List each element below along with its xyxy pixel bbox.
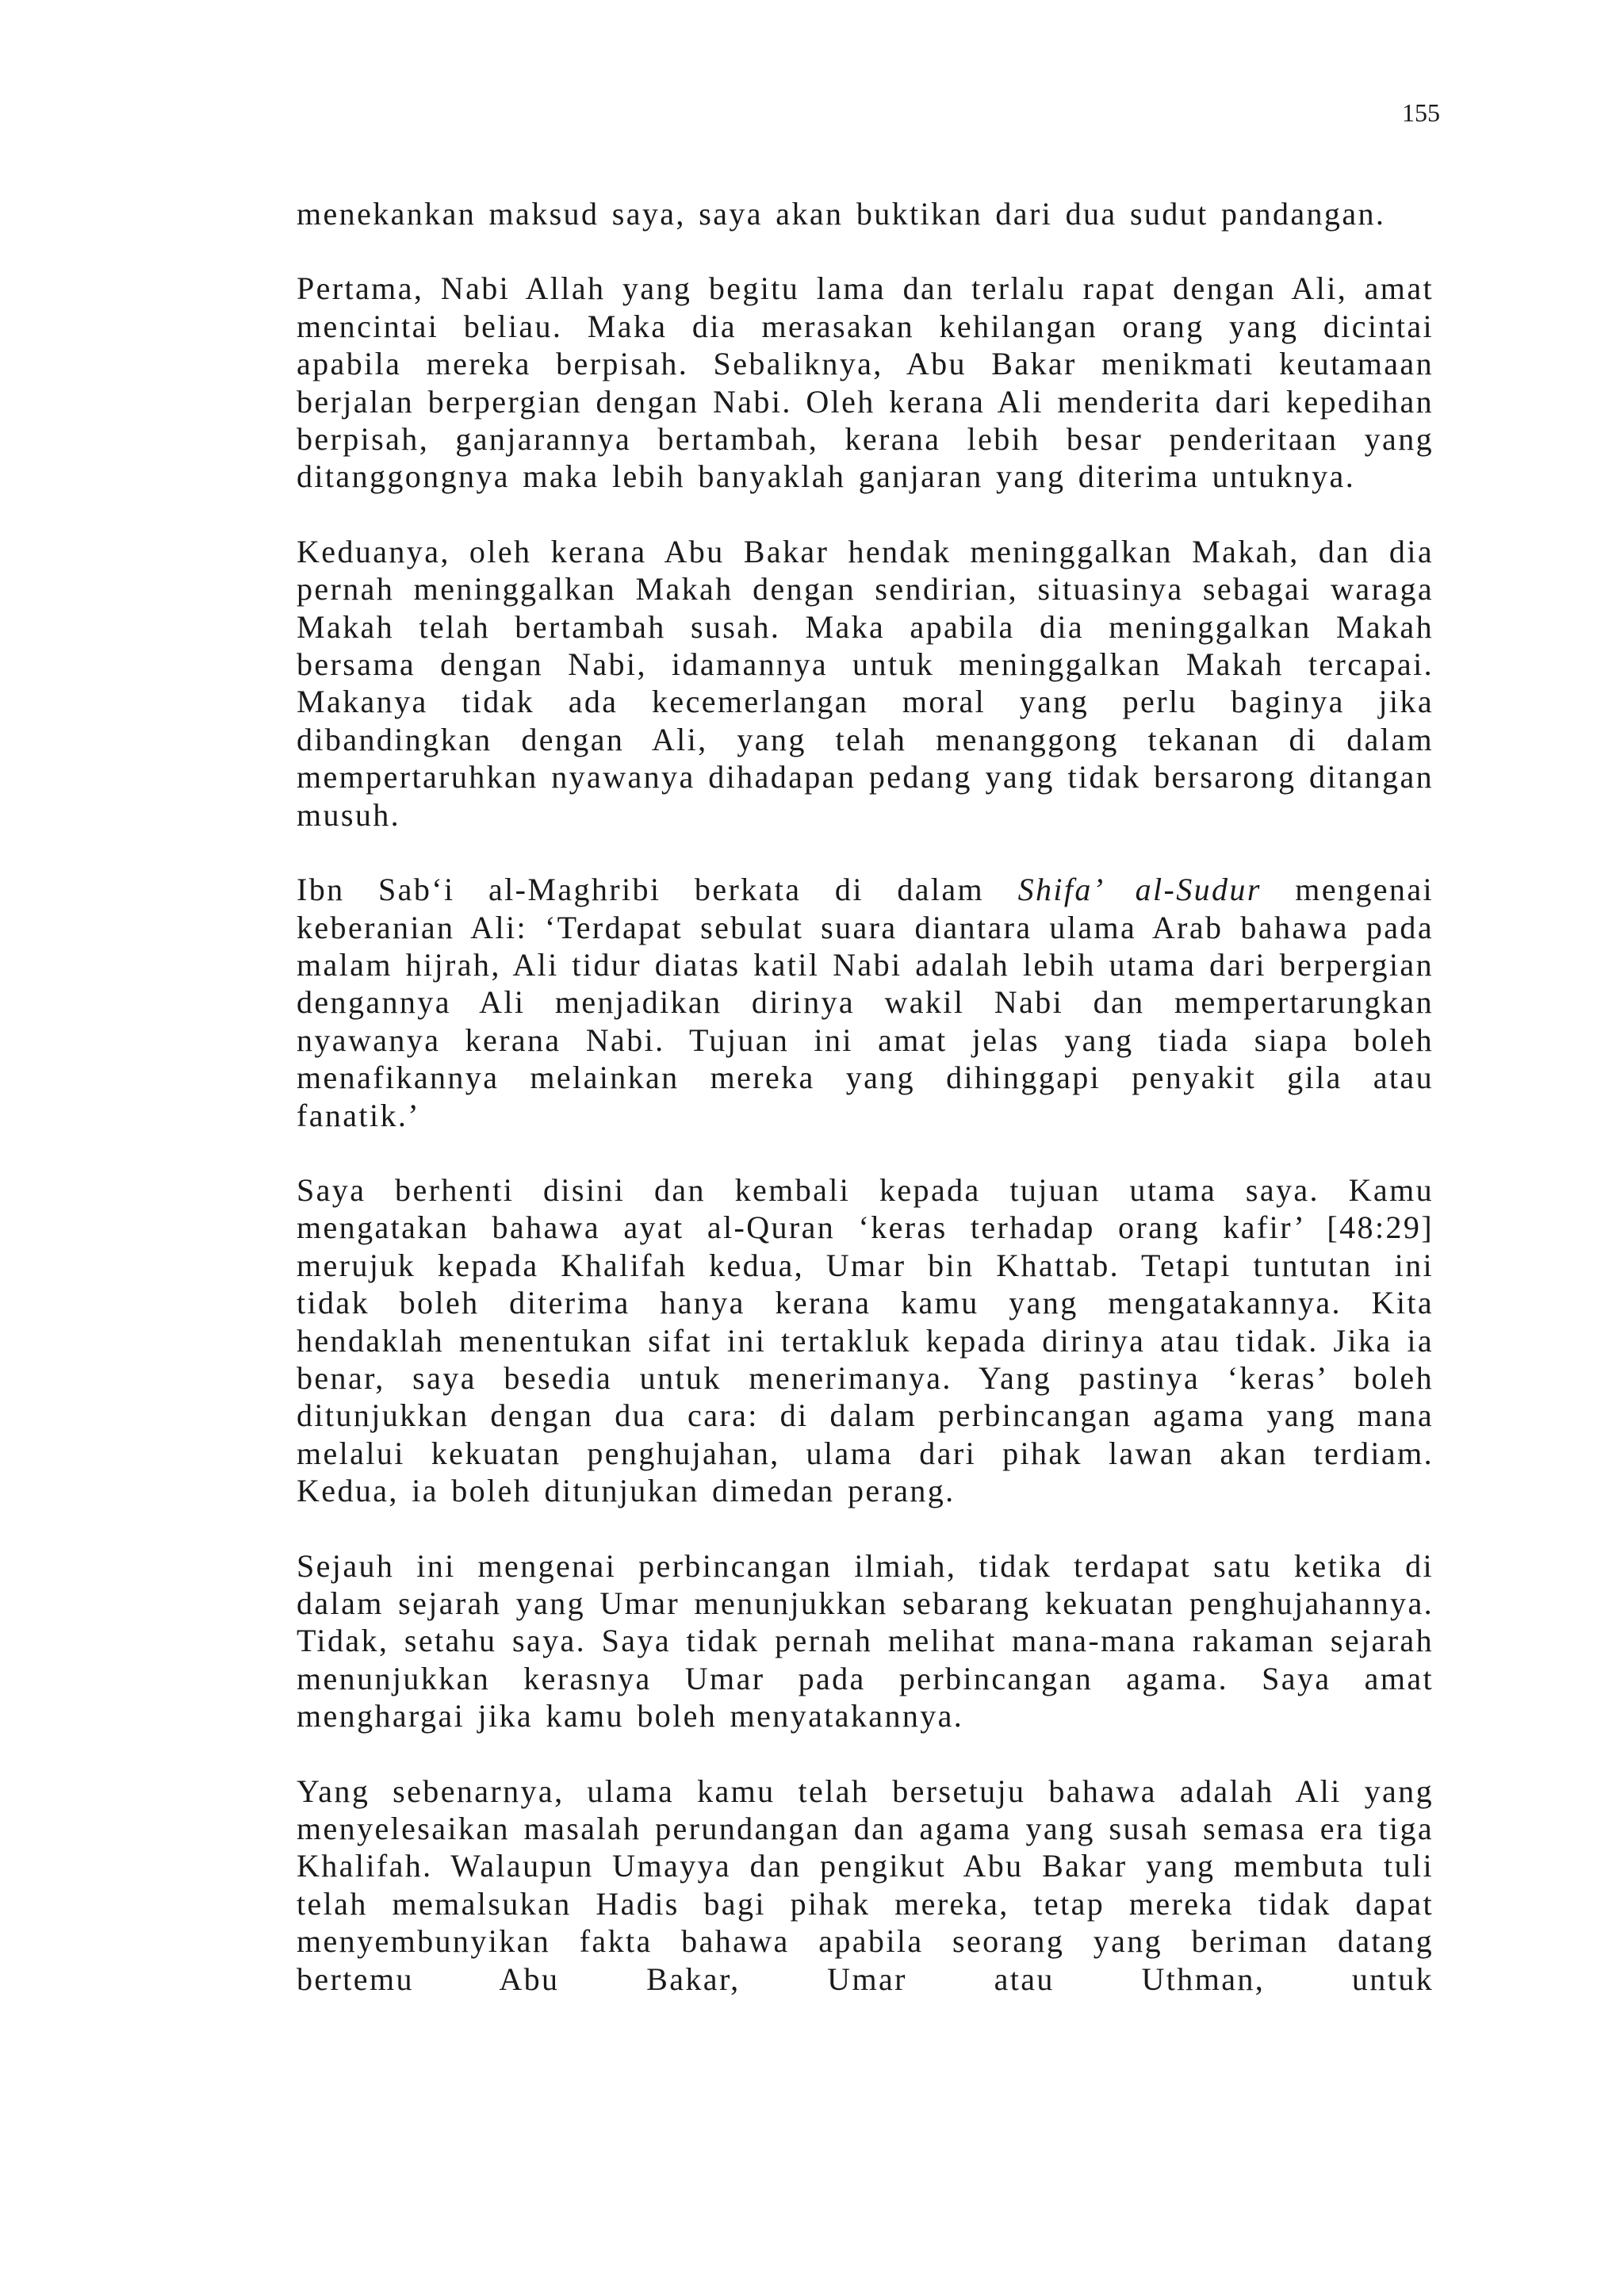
- paragraph-4: [297, 871, 1434, 1134]
- paragraph-5: Saya berhenti disini dan kembali kepada tujuan utama saya. Kamu mengatakan bahawa ayat al-Quran ‘keras terhadap orang kafir’ [48:29] merujuk kepada Khalifah kedua, Umar bin Khattab. Tetapi tuntutan ini tidak boleh diterima hanya kerana kamu yang mengatakannya. Kita hendaklah menentukan sifat ini tertakluk kepada dirinya atau tidak. Jika ia benar, saya besedia untuk menerimanya. Yang pastinya ‘keras’ boleh ditunjukkan dengan dua cara: di dalam perbincangan agama yang mana melalui kekuatan penghujahan, ulama dari pihak lawan akan terdiam. Kedua, ia boleh ditunjukan dimedan perang.: [297, 1171, 1434, 1509]
- paragraph-7: Yang sebenarnya, ulama kamu telah bersetuju bahawa adalah Ali yang menyelesaikan masalah perundangan dan agama yang susah semasa era tiga Khalifah. Walaupun Umayya dan pengikut Abu Bakar yang membuta tuli telah memalsukan Hadis bagi pihak mereka, tetap mereka tidak dapat menyembunyikan fakta bahawa apabila seorang yang beriman datang bertemu Abu Bakar, Umar atau Uthman, untuk: [297, 1773, 1434, 1997]
- paragraph-1: menekankan maksud saya, saya akan buktikan dari dua sudut pandangan.: [297, 196, 1386, 232]
- paragraph-4-rest: mengenai keberanian Ali: ‘Terdapat sebulat suara diantara ulama Arab bahawa pada malam hijrah, Ali tidur diatas katil Nabi adalah lebih utama dari berpergian dengannya Ali menjadikan dirinya wakil Nabi dan mempertarungkan nyawanya kerana Nabi. Tujuan ini amat jelas yang tiada siapa boleh menafikannya melainkan mereka yang dihinggapi penyakit gila atau fanatik.’: [297, 872, 1434, 1133]
- paragraph-6: Sejauh ini mengenai perbincangan ilmiah, tidak terdapat satu ketika di dalam sejarah yang Umar menunjukkan sebarang kekuatan penghujahannya. Tidak, setahu saya. Saya tidak pernah melihat mana-mana rakaman sejarah menunjukkan kerasnya Umar pada perbincangan agama. Saya amat menghargai jika kamu boleh menyatakannya.: [297, 1547, 1434, 1734]
- page-number: 155: [1402, 98, 1440, 127]
- body-text: [297, 195, 1434, 1998]
- paragraph-3: Keduanya, oleh kerana Abu Bakar hendak meninggalkan Makah, dan dia pernah meninggalkan Makah dengan sendirian, situasinya sebagai waraga Makah telah bertambah susah. Maka apabila dia meninggalkan Makah bersama dengan Nabi, idamannya untuk meninggalkan Makah tercapai. Makanya tidak ada kecemerlangan moral yang perlu baginya jika dibandingkan dengan Ali, yang telah menanggong tekanan di dalam mempertaruhkan nyawanya dihadapan pedang yang tidak bersarong ditangan musuh.: [297, 533, 1434, 833]
- paragraph-4-lead: Ibn Sab‘i al-Maghribi berkata di dalam: [297, 872, 1018, 908]
- paragraph-2: Pertama, Nabi Allah yang begitu lama dan terlalu rapat dengan Ali, amat mencintai beliau. Maka dia merasakan kehilangan orang yang dicintai apabila mereka berpisah. Sebaliknya, Abu Bakar menikmati keutamaan berjalan berpergian dengan Nabi. Oleh kerana Ali menderita dari kepedihan berpisah, ganjarannya bertambah, kerana lebih besar penderitaan yang ditanggongnya maka lebih banyaklah ganjaran yang diterima untuknya.: [297, 270, 1434, 495]
- book-title: Shifa’ al-Sudur: [1017, 872, 1262, 908]
